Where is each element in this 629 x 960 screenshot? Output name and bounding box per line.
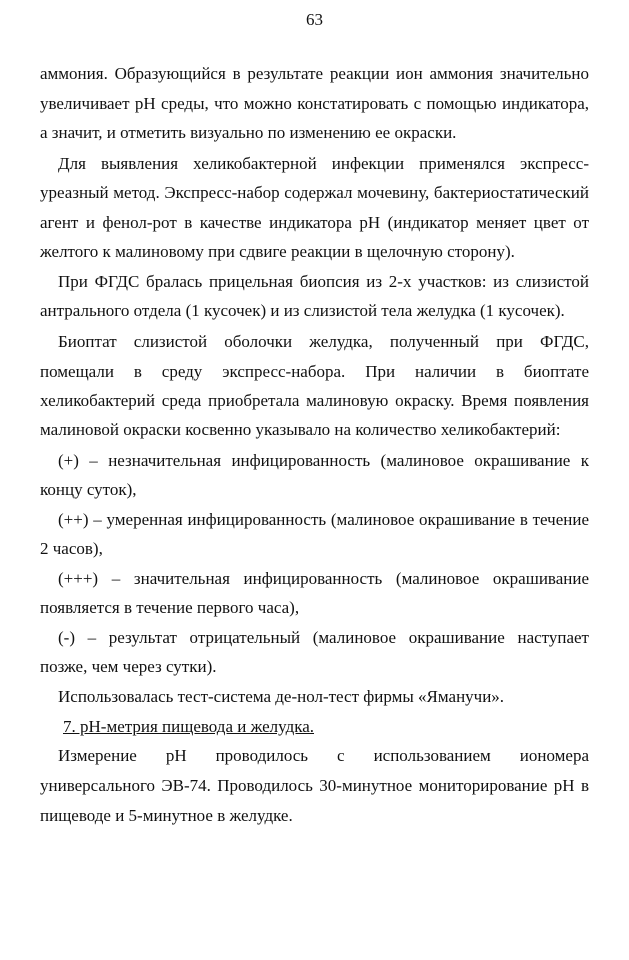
text-line: универсального ЭВ-74. Проводилось 30-минутное мониторирование pH в (40, 776, 589, 795)
text-line: Измерение pH проводилось с использованием иономера (58, 746, 589, 765)
text-line: аммония. Образующийся в результате реакции ион аммония значительно (40, 64, 589, 83)
text-line: позже, чем через сутки). (40, 657, 217, 676)
text-line: увеличивает pH среды, что можно констатировать с помощью индикатора, (40, 94, 589, 113)
text-line: (+) – незначительная инфицированность (малиновое окрашивание к (58, 451, 589, 470)
section-heading: 7. pH-метрия пищевода и желудка. (63, 717, 315, 736)
text-line: концу суток), (40, 480, 137, 499)
text-line: появляется в течение первого часа), (40, 598, 300, 617)
text-line: помещали в среду экспресс-набора. При наличии в биоптате (40, 362, 589, 381)
text-line: пищеводе и 5-минутное в желудке. (40, 806, 293, 825)
text-line: желтого к малиновому при сдвиге реакции в щелочную сторону). (40, 242, 515, 261)
text-line: (++) – умеренная инфицированность (малиновое окрашивание в течение (58, 510, 589, 529)
text-line: агент и фенол-рот в качестве индикатора pH (индикатор меняет цвет от (40, 213, 589, 232)
page-number: 63 (306, 10, 323, 29)
text-line: (-) – результат отрицательный (малиновое окрашивание наступает (58, 628, 589, 647)
text-line: антрального отдела (1 кусочек) и из слизистой тела желудка (1 кусочек). (40, 301, 565, 320)
text-line: а значит, и отметить визуально по изменению ее окраски. (40, 123, 457, 142)
text-line: Биоптат слизистой оболочки желудка, полученный при ФГДС, (58, 332, 589, 351)
text-line: (+++) – значительная инфицированность (малиновое окрашивание (58, 569, 589, 588)
text-line: 2 часов), (40, 539, 103, 558)
text-line: малиновой окраски косвенно указывало на количество хеликобактерий: (40, 420, 561, 439)
text-line: Для выявления хеликобактерной инфекции применялся экспресс- (58, 154, 589, 173)
text-line: хеликобактерий среда приобретала малиновую окраску. Время появления (40, 391, 589, 410)
text-line: уреазный метод. Экспресс-набор содержал мочевину, бактериостатический (40, 183, 589, 202)
text-line: Использовалась тест-система де-нол-тест фирмы «Яманучи». (58, 687, 505, 706)
text-line: При ФГДС бралась прицельная биопсия из 2-х участков: из слизистой (58, 272, 589, 291)
